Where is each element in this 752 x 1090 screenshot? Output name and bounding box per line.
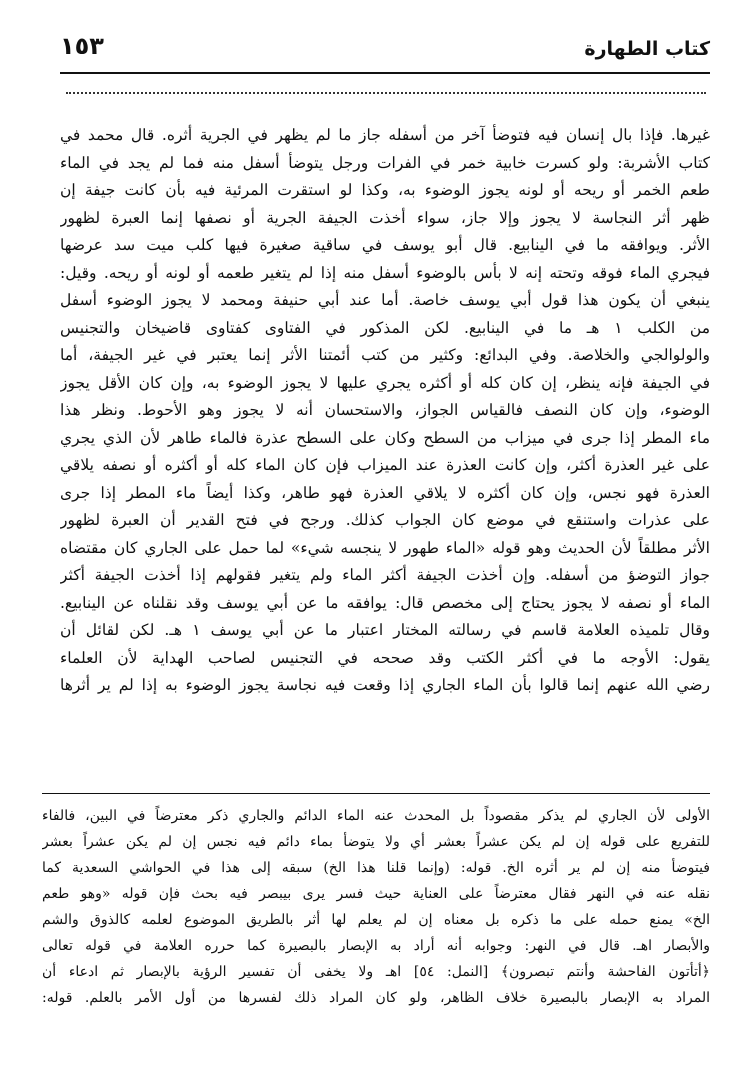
- text-line: ماء المطر إذا جرى في ميزاب من السطح وكان على السطح عذرة فالماء طاهر لأن الذي يجري: [60, 428, 710, 447]
- running-title: كتاب الطهارة: [584, 38, 710, 60]
- text-line: طعم الخمر أو ريحه أو لونه يجوز الوضوء به، وكذا لو استقرت المرئية فيه بأن كانت جيفة إن: [60, 181, 710, 199]
- text-line: الماء أو نصفه لا يجوز يحتاج إلى مخصص قال: يوافقه ما عن أبي يوسف وقد نقلناه عن الينابيع.: [60, 593, 710, 612]
- dotted-separator: [66, 92, 706, 94]
- text-line: على غير العذرة أكثر، وإن كانت العذرة عند الميزاب فإن كان الماء كله أو أكثره أو نصفه يلاقي: [60, 456, 710, 474]
- text-line: والولوالجي والخلاصة. وفي البدائع: وكثير من كتب أئمتنا الأثر إنما يعتبر في غير الجيفة، أما: [60, 346, 710, 364]
- text-line: يقول: الأوجه ما في أكثر الكتب وقد صححه في التجنيس لصاحب الهداية لأن العلماء: [60, 648, 710, 667]
- text-line: ينبغي أن يكون هذا قول أبي يوسف خاصة. أما عند أبي حنيفة ومحمد لا يجوز الوضوء أسفل: [60, 291, 710, 309]
- text-line: فيجري الماء فوقه وتحته إنه لا بأس بالوضوء أسفل منه إذا لم يتغير طعمه أو لونه أو ريحه. وقيل:: [60, 263, 710, 282]
- text-line: على عذرات واستنقع في موضع كان الجواب كذلك. ورجح في فتح القدير أن العبرة لظهور: [60, 511, 710, 529]
- text-line: ظهر أثر النجاسة لا يجوز وإلا جاز، سواء أخذت الجيفة الجرية أو نصفها إنما العبرة لظهور: [60, 208, 710, 227]
- header-rule: [60, 72, 710, 74]
- footnote-line: فيتوضأ منه إن لم ير أثره الخ. قوله: (وإنما قلنا هذا الخ) سبقه إلى هذا في الحواشي السعدية كما: [42, 860, 710, 876]
- text-line: وقال تلميذه العلامة قاسم في رسالته المختار اعتبار ما عن أبي يوسف ١ هـ. لكن لقائل أن: [60, 621, 710, 639]
- text-line: غيرها. فإذا بال إنسان فيه فتوضأ آخر من أسفله جاز ما لم يظهر في الجرية أثره. قال محمد في: [60, 126, 710, 144]
- footnote-line: للتفريع على قوله إن لم يكن عشراً بعشر أي ولا يتوضأ بماء دائم فيه نجس إن لم يكن عشراً بعشر: [42, 834, 710, 850]
- text-line: كتاب الأشربة: ولو كسرت خابية خمر في الفرات ورجل يتوضأ أسفل منه فما لم يجد في الماء: [60, 153, 710, 172]
- footnote-line: الخ» يمنع حمله على ما ذكره بل معناه إن لم يعلم لها أثر بالطريق الموضوع لعلمه كالذوق والشم: [42, 912, 710, 928]
- text-line: رضي الله عنهم إنما قالوا بأن الماء الجاري إذا وقعت فيه نجاسة يجوز الوضوء به إذا لم ير أثرها: [60, 676, 710, 694]
- text-line: العذرة فهو نجس، وإن كان أكثره لا يلاقي العذرة فهو طاهر، وكذا أيضاً ماء المطر إذا جرى: [60, 483, 710, 502]
- main-text-block: [60, 122, 710, 782]
- page-header: [60, 32, 710, 68]
- text-line: الأثر مطلقاً لأن الحديث وهو قوله «الماء طهور لا ينجسه شيء» لما حمل على الجاري كان مقتضاه: [60, 538, 710, 557]
- footnote-line: نقله عنه في النهر فقال معترضاً على العناية حيث فسر يرى بيبصر فيه بحث فإن قوله «وهو طعم: [42, 886, 710, 902]
- text-line: الأثر. ويوافقه ما في الينابيع. قال أبو يوسف في ساقية صغيرة فيها كلب ميت سد عرضها: [60, 236, 710, 254]
- page-number: ١٥٣: [60, 32, 104, 60]
- footnote-line: ﴿أتأتون الفاحشة وأنتم تبصرون﴾ [النمل: ٥٤] اهـ ولا يخفى أن تفسير الرؤية بالإبصار ثم ادعاء أن: [42, 964, 710, 980]
- text-line: الوضوء، وإن كان النصف فالقياس الجواز، والاستحسان أنه لا يجوز وهو الأحوط. ونظر هذا: [60, 401, 710, 419]
- footnotes-block: [42, 803, 710, 1073]
- footnote-line: الأولى لأن الجاري لم يذكر مقصوداً بل المحدث عنه الماء الدائم والجاري ذكر معترضاً في البين، فالفاء: [42, 808, 710, 824]
- text-line: جواز التوضؤ من أسفله. وإن أخذت الجيفة أكثر الماء ولم يتغير فقولهم إذا أخذت الجيفة أكثر: [60, 566, 710, 584]
- text-line: من الكلب ١ هـ ما في الينابيع. لكن المذكور في الفتاوى كفتاوى قاضيخان والتجنيس: [60, 318, 710, 337]
- footnote-rule: [42, 793, 710, 794]
- footnote-line: المراد به الإبصار بالبصيرة خلاف الظاهر، ولو كان المراد ذلك لفسرها من أول الأمر بالعلم. قوله:: [42, 990, 710, 1006]
- footnote-line: والأبصار اهـ. قال في النهر: وجوابه أنه أراد به الإبصار بالبصيرة كما حرره العلامة في قوله تعالى: [42, 938, 710, 954]
- text-line: في الجيفة فإنه ينظر، إن كان كله أو أكثره يجري عليها لا يجوز الوضوء به، وإن كان الأقل يجوز: [60, 373, 710, 392]
